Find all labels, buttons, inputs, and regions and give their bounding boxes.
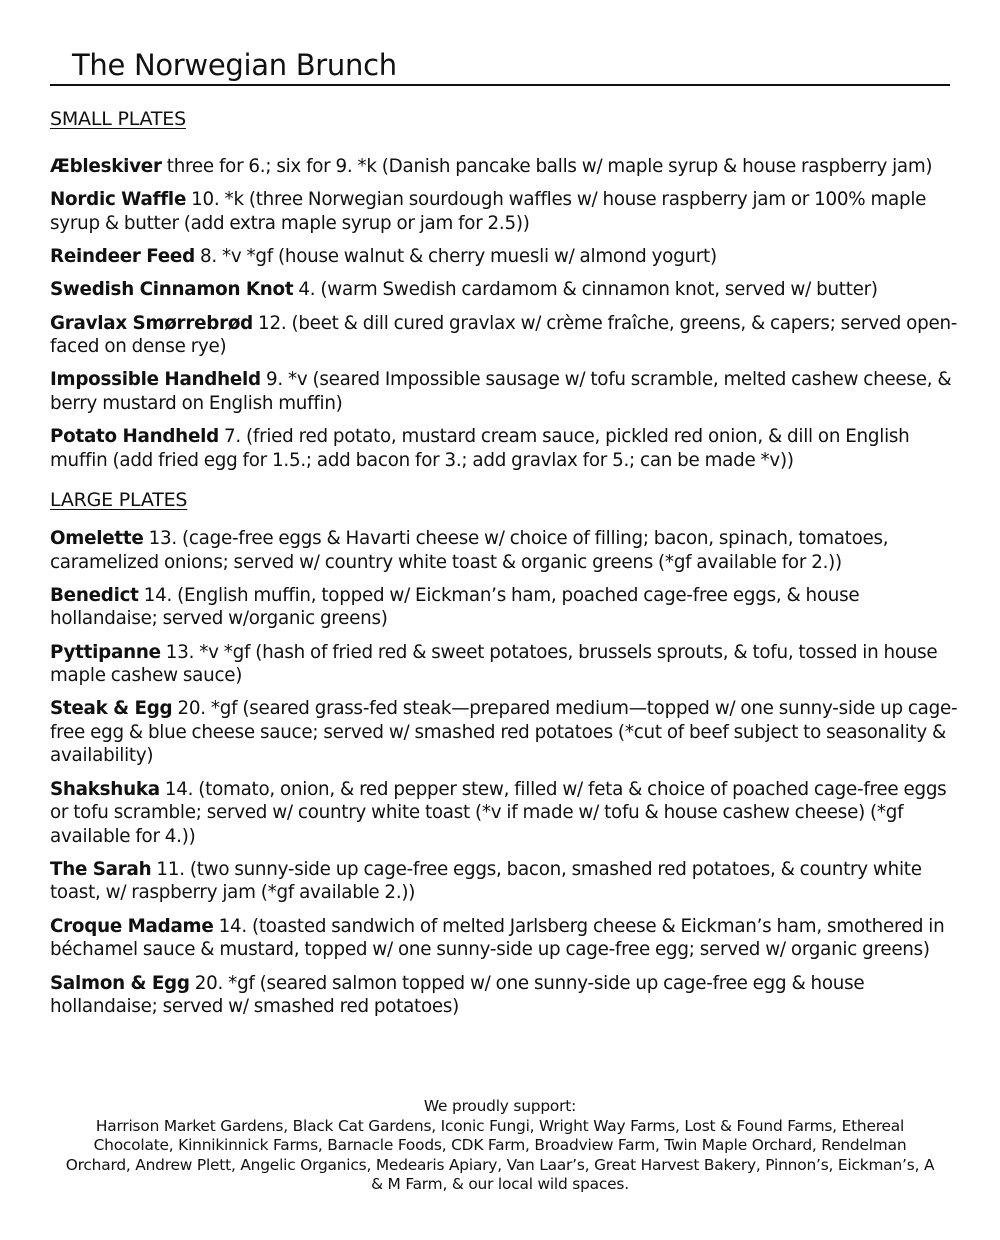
- item-name: Salmon & Egg: [50, 972, 190, 994]
- page-title: The Norwegian Brunch: [72, 48, 397, 82]
- menu-item: [50, 778, 960, 849]
- item-name: Æbleskiver: [50, 156, 162, 177]
- menu-item: [50, 188, 960, 235]
- menu-item: [50, 972, 960, 1019]
- item-description: 12. (beet & dill cured gravlax w/ crème fraîche, greens, & capers; served open-faced on dense rye): [50, 312, 958, 358]
- item-description: 10. *k (three Norwegian sourdough waffles w/ house raspberry jam or 100% maple syrup & butter (add extra maple syrup or jam for 2.5)): [50, 189, 927, 234]
- section-heading-large-plates: LARGE PLATES: [50, 489, 188, 511]
- menu-item: [50, 641, 960, 688]
- item-description: 20. *gf (seared grass-fed steak—prepared medium—topped w/ one sunny-side up cage-free egg & blue cheese sauce; served w/ smashed red potatoes (*cut of beef subject to seasonality & availability): [50, 698, 958, 767]
- supporters-footer: [60, 1097, 940, 1195]
- item-name: Shakshuka: [50, 778, 160, 800]
- item-name: The Sarah: [50, 858, 152, 880]
- item-name: Benedict: [50, 584, 139, 606]
- item-description: 11. (two sunny-side up cage-free eggs, bacon, smashed red potatoes, & country white toast, w/ raspberry jam (*gf available 2.)): [50, 858, 922, 904]
- menu-item: [50, 312, 960, 359]
- menu-item: [50, 915, 960, 962]
- item-description: 9. *v (seared Impossible sausage w/ tofu scramble, melted cashew cheese, & berry mustard on English muffin): [50, 369, 952, 414]
- section-heading-small-plates: SMALL PLATES: [50, 108, 186, 130]
- item-description: 8. *v *gf (house walnut & cherry muesli w/ almond yogurt): [194, 246, 717, 268]
- item-description: 13. (cage-free eggs & Havarti cheese w/ choice of filling; bacon, spinach, tomatoes, caramelized onions; served w/ country white toast & organic greens (*gf available for 2.)): [50, 528, 889, 573]
- item-description: 4. (warm Swedish cardamom & cinnamon knot, served w/ butter): [293, 279, 878, 301]
- item-name: Omelette: [50, 528, 144, 549]
- menu-item: [50, 858, 960, 905]
- item-name: Croque Madame: [50, 915, 214, 937]
- item-description: 20. *gf (seared salmon topped w/ one sunny-side up cage-free egg & house hollandaise; served w/ smashed red potatoes): [50, 972, 865, 1018]
- item-name: Steak & Egg: [50, 698, 173, 720]
- menu-item: [50, 155, 960, 179]
- item-description: 14. (toasted sandwich of melted Jarlsberg cheese & Eickman’s ham, smothered in béchamel sauce & mustard, topped w/ one sunny-side up cage-free egg; served w/ organic greens): [50, 915, 945, 961]
- large-plates-list: [50, 527, 960, 1028]
- item-description: three for 6.; six for 9. *k (Danish pancake balls w/ maple syrup & house raspberry jam): [161, 156, 933, 177]
- menu-item: [50, 278, 960, 302]
- item-name: Swedish Cinnamon Knot: [50, 279, 294, 301]
- item-description: 13. *v *gf (hash of fried red & sweet potatoes, brussels sprouts, & tofu, tossed in house maple cashew sauce): [50, 641, 938, 687]
- item-name: Pyttipanne: [50, 641, 161, 663]
- item-description: 14. (tomato, onion, & red pepper stew, filled w/ feta & choice of poached cage-free eggs or tofu scramble; served w/ country white toast (*v if made w/ tofu & house cashew cheese) (*gf available for 4.)): [50, 778, 947, 847]
- title-rule: [50, 44, 950, 86]
- menu-item: [50, 527, 960, 574]
- item-description: 14. (English muffin, topped w/ Eickman’s ham, poached cage-free eggs, & house hollandaise; served w/organic greens): [50, 584, 860, 630]
- partner-list: Harrison Market Gardens, Black Cat Gardens, Iconic Fungi, Wright Way Farms, Lost & Found Farms, Ethereal Chocolate, Kinnikinnick Farms, Barnacle Foods, CDK Farm, Broadview Farm, Twin Maple Orchard, Rendelman Orchard, Andrew Plett, Angelic Organics, Medearis Apiary, Van Laar’s, Great Harvest Bakery, Pinnon’s, Eickman’s, A & M Farm, & our local wild spaces.: [65, 1116, 935, 1193]
- item-description: 7. (fried red potato, mustard cream sauce, pickled red onion, & dill on English muffin (add fried egg for 1.5.; add bacon for 3.; add gravlax for 5.; can be made *v)): [50, 426, 910, 471]
- menu-item: [50, 245, 960, 269]
- menu-item: [50, 697, 960, 768]
- item-name: Gravlax Smørrebrød: [50, 312, 253, 334]
- item-name: Reindeer Feed: [50, 246, 195, 268]
- item-name: Impossible Handheld: [50, 369, 261, 391]
- item-name: Potato Handheld: [50, 426, 219, 448]
- small-plates-list: [50, 155, 960, 482]
- item-name: Nordic Waffle: [50, 189, 187, 211]
- support-label: We proudly support:: [423, 1097, 577, 1115]
- menu-item: [50, 425, 960, 472]
- menu-item: [50, 584, 960, 631]
- menu-item: [50, 368, 960, 415]
